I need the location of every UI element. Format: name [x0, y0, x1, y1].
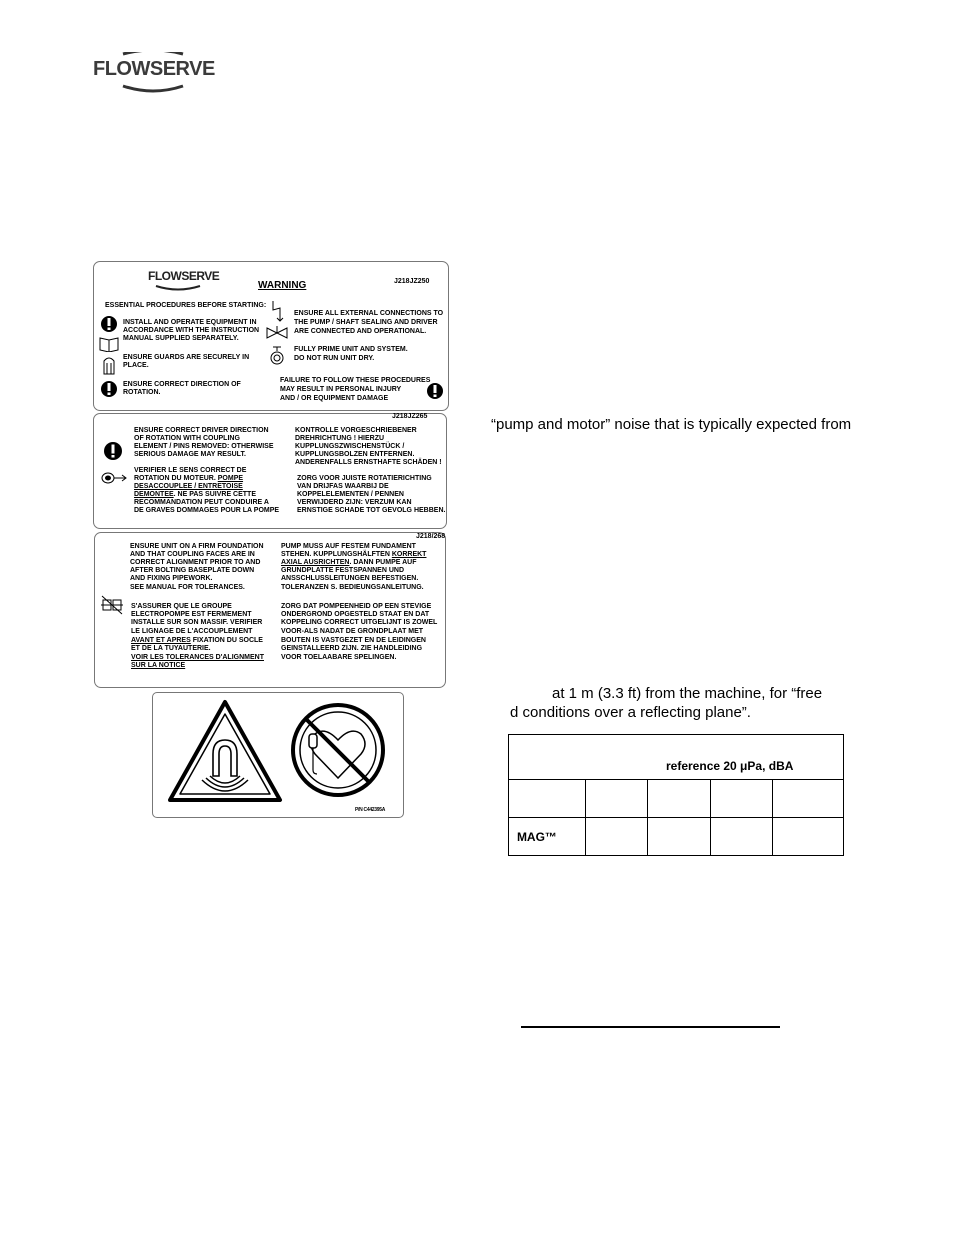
- table-cell: [648, 818, 711, 856]
- noise-level-table: [508, 734, 844, 856]
- valve-icon: [266, 326, 288, 340]
- alignment-text-fr: AVANT ET APRES FIXATION DU SOCLE: [131, 637, 263, 644]
- alignment-text-de: AXIAL AUSRICHTEN. DANN PUMPE AUF: [281, 559, 417, 566]
- alignment-text-nl: VOOR-ALS NADAT DE GRONDPLAAT MET: [281, 628, 424, 635]
- rotation-text-nl: VAN DRIJFAS WAARBIJ DE: [297, 483, 389, 490]
- warning-item: INSTALL AND OPERATE EQUIPMENT IN: [123, 319, 257, 326]
- rotation-text-en: OF ROTATION WITH COUPLING: [134, 435, 240, 442]
- alignment-text-en: AFTER BOLTING BASEPLATE DOWN: [130, 567, 255, 574]
- exclamation-icon: [100, 315, 118, 333]
- rotation-text-de: KUPPLUNGSZWISCHENSTÜCK /: [295, 443, 405, 450]
- warning-item: ACCORDANCE WITH THE INSTRUCTION: [123, 327, 260, 334]
- rotation-text-fr: RECOMMANDATION PEUT CONDUIRE A: [134, 499, 269, 506]
- warning-brand-swoosh-icon: [148, 283, 208, 293]
- alignment-text-fr: ELECTROPOMPE EST FERMEMENT: [131, 611, 252, 618]
- alignment-text-en: ENSURE UNIT ON A FIRM FOUNDATION: [130, 543, 264, 550]
- rotation-text-fr: DESACCOUPLEE / ENTRETOISE: [134, 483, 243, 490]
- alignment-text-de: GRUNDPLATTE FESTSPANNEN UND: [281, 567, 405, 574]
- electrical-connection-icon: [270, 300, 284, 322]
- warning-item: ENSURE ALL EXTERNAL CONNECTIONS TO: [294, 310, 444, 317]
- logo-swoosh-icon: [93, 52, 213, 100]
- exclamation-icon: [103, 441, 123, 461]
- alignment-text-fr: LE LIGNAGE DE L'ACCOUPLEMENT: [131, 628, 253, 635]
- rotation-text-fr: VERIFIER LE SENS CORRECT DE: [134, 467, 247, 474]
- table-row: [509, 735, 844, 780]
- alignment-text-en: SEE MANUAL FOR TOLERANCES.: [130, 584, 245, 591]
- table-cell: [773, 818, 844, 856]
- table-cell: [585, 818, 648, 856]
- no-pacemaker-icon: [283, 700, 393, 800]
- alignment-text-de: PUMP MUSS AUF FESTEM FUNDAMENT: [281, 543, 416, 550]
- alignment-text-fr: ET DE LA TUYAUTERIE.: [131, 645, 211, 652]
- alignment-text-de: TOLERANZEN S. BEDIEUNGSANLEITUNG.: [281, 584, 424, 591]
- exclamation-icon: [100, 380, 118, 398]
- alignment-code: J218/268: [416, 533, 446, 540]
- table-row: [509, 780, 844, 818]
- alignment-text-nl: KOPPELING CORRECT UITGELIJNT IS ZOWEL: [281, 619, 438, 626]
- table-row: [509, 818, 844, 856]
- rotation-text-de: ANDERENFALLS ERNSTHAFTE SCHÄDEN !: [295, 459, 442, 466]
- table-row-label: MAG™: [509, 818, 586, 856]
- warning-intro: ESSENTIAL PROCEDURES BEFORE STARTING:: [105, 302, 267, 309]
- rotation-text-en: SERIOUS DAMAGE MAY RESULT.: [134, 451, 246, 458]
- alignment-text-fr: S'ASSURER QUE LE GROUPE: [131, 603, 232, 610]
- horizontal-rule: [521, 1026, 780, 1028]
- warning-item: FAILURE TO FOLLOW THESE PROCEDURES: [280, 377, 431, 384]
- rotation-text-en: ENSURE CORRECT DRIVER DIRECTION: [134, 427, 269, 434]
- noise-text: “pump and motor” noise that is typically expected from: [491, 416, 852, 433]
- rotation-text-nl: KOPPELELEMENTEN / PENNEN: [297, 491, 404, 498]
- warning-item: ROTATION.: [123, 389, 161, 396]
- warning-code: J218JZ250: [394, 278, 430, 285]
- warning-item: ENSURE GUARDS ARE SECURELY IN: [123, 354, 250, 361]
- alignment-text-nl: ONDERGROND OPGESTELD STAAT EN DAT: [281, 611, 430, 618]
- alignment-text-fr: INSTALLE SUR SON MASSIF. VERIFIER: [131, 619, 263, 626]
- rotation-text-fr: DEMONTEE. NE PAS SUIVRE CETTE: [134, 491, 257, 498]
- table-cell: [585, 780, 648, 818]
- rotation-text-de: KUPPLUNGSBOLZEN ENTFERNEN.: [295, 451, 415, 458]
- rotation-code: J218JZ265: [392, 413, 428, 420]
- logo-text: FLOWSERVE: [93, 58, 215, 80]
- warning-item: ENSURE CORRECT DIRECTION OF: [123, 381, 241, 388]
- table-cell: [648, 780, 711, 818]
- rotation-text-en: ELEMENT / PINS REMOVED: OTHERWISE: [134, 443, 274, 450]
- warning-item: MAY RESULT IN PERSONAL INJURY: [280, 386, 402, 393]
- warning-item: FULLY PRIME UNIT AND SYSTEM.: [294, 346, 408, 353]
- table-cell: [773, 780, 844, 818]
- alignment-text-en: AND THAT COUPLING FACES ARE IN: [130, 551, 255, 558]
- warning-item: THE PUMP / SHAFT SEALING AND DRIVER: [294, 319, 438, 326]
- measurement-text: d conditions over a reflecting plane”.: [510, 704, 751, 721]
- table-header: reference 20 μPa, dBA: [509, 735, 844, 780]
- magnetic-field-warning-icon: [166, 698, 284, 806]
- alignment-text-nl: BOUTEN IS VASTGEZET EN DE LEIDINGEN: [281, 637, 426, 644]
- warning-item: AND / OR EQUIPMENT DAMAGE: [280, 395, 389, 402]
- alignment-text-fr: VOIR LES TOLERANCES D'ALIGNMENT: [131, 654, 264, 661]
- alignment-text-nl: VOOR TOELAABARE SPELINGEN.: [281, 654, 397, 661]
- alignment-text-nl: GEINSTALLEERD ZIJN. ZIE HANDLEIDING: [281, 645, 423, 652]
- alignment-text-nl: ZORG DAT POMPEENHEID OP EEN STEVIGE: [281, 603, 432, 610]
- warning-item: MANUAL SUPPLIED SEPARATELY.: [123, 335, 239, 342]
- table-cell: [509, 780, 586, 818]
- alignment-text-en: AND FIXING PIPEWORK.: [130, 575, 213, 582]
- rotation-text-nl: VERWIJDERD ZIJN: VERZUM KAN: [297, 499, 412, 506]
- magnet-label-code: P/N C442395A: [355, 807, 386, 813]
- rotation-text-nl: ZORG VOOR JUISTE ROTATIERICHTING: [297, 475, 432, 482]
- alignment-text-fr: SUR LA NOTICE: [131, 662, 186, 669]
- warning-item: ARE CONNECTED AND OPERATIONAL.: [294, 328, 427, 335]
- warning-item: PLACE.: [123, 362, 149, 369]
- rotation-text-fr: DE GRAVES DOMMAGES POUR LA POMPE: [134, 507, 280, 514]
- table-cell: [710, 818, 773, 856]
- rotation-text-nl: ERNSTIGE SCHADE TOT GEVOLG HEBBEN.: [297, 507, 446, 514]
- coupling-rotation-icon: [100, 471, 128, 485]
- alignment-text-de: STEHEN. KUPPLUNGSHÄLFTEN KORREKT: [281, 551, 427, 558]
- rotation-text-fr: ROTATION DU MOTEUR. POMPE: [134, 475, 244, 482]
- guard-icon: [102, 355, 116, 375]
- warning-item: DO NOT RUN UNIT DRY.: [294, 355, 375, 362]
- warning-title: WARNING: [258, 280, 307, 291]
- prime-icon: [270, 345, 284, 365]
- measurement-text: at 1 m (3.3 ft) from the machine, for “free: [552, 685, 823, 702]
- alignment-text-de: ANSSCHLUSSLEITUNGEN BEFESTIGEN.: [281, 575, 419, 582]
- alignment-text-en: CORRECT ALIGNMENT PRIOR TO AND: [130, 559, 261, 566]
- rotation-text-de: DREHRICHTUNG ! HIERZU: [295, 435, 385, 442]
- rotation-text-de: KONTROLLE VORGESCHRIEBENER: [295, 427, 417, 434]
- book-icon: [99, 336, 119, 352]
- table-cell: [710, 780, 773, 818]
- warning-label-brand: FLOWSERVE: [148, 269, 220, 283]
- flowserve-logo: [93, 52, 213, 100]
- alignment-crossed-icon: [100, 594, 124, 616]
